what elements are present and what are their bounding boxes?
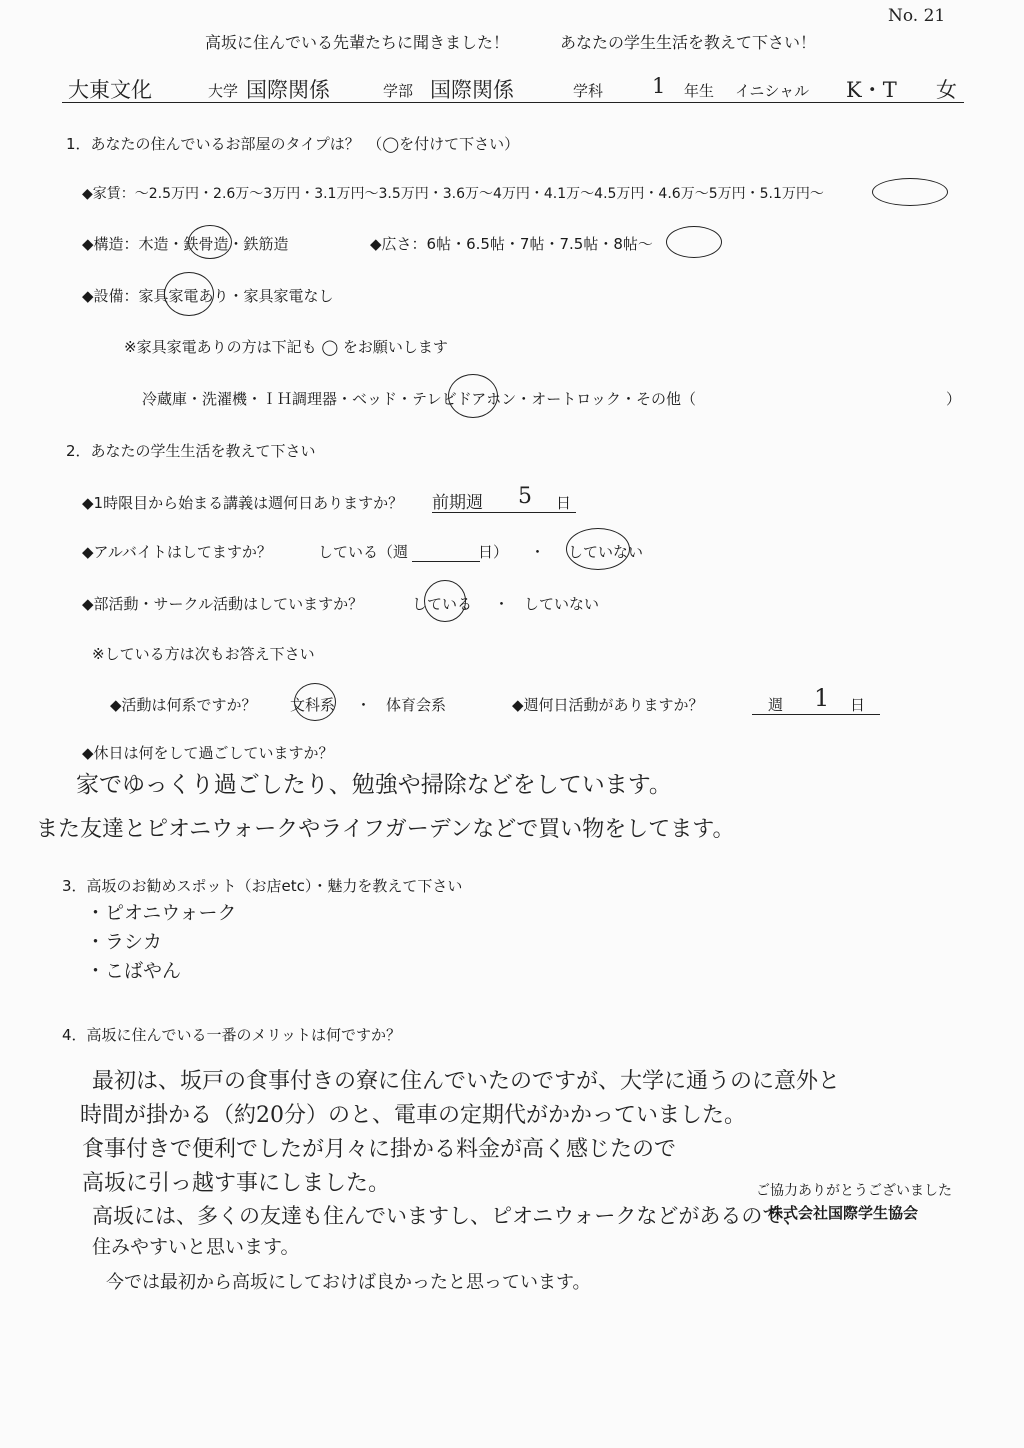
q3-item: ・ピオニウォーク [86, 902, 237, 924]
q2-parttime-yes-end: 日） [478, 543, 509, 561]
q2-club-days-value: 1 [814, 684, 830, 712]
q3-title: 3．高坂のお勧めスポット（お店etc）・魅力を教えて下さい [62, 877, 463, 895]
q1-structure: ◆構造：木造・鉄骨造・鉄筋造 [82, 235, 289, 253]
rent-selection-circle [872, 178, 948, 206]
q1-note: ※家具家電ありの方は下記も ◯ をお願いします [124, 338, 448, 356]
q4-title: 4．高坂に住んでいる一番のメリットは何ですか？ [62, 1026, 401, 1044]
parttime-days-blank [412, 561, 480, 562]
q2-parttime: ◆アルバイトはしてますか？ [82, 543, 272, 561]
size-selection-circle [666, 226, 722, 258]
profile-faculty-label: 学部 [383, 82, 414, 100]
q2-club-type-a: 文科系 [290, 696, 336, 714]
first-period-underline [432, 512, 576, 513]
q2-club-dot: ・ [494, 595, 510, 613]
parttime-selection-circle [566, 528, 630, 570]
structure-selection-circle [188, 225, 232, 259]
q1-rent: ◆家賃：～2.5万円・2.6万～3万円・3.1万円～3.5万円・3.6万～4万円・4.1万～4.5万円・4.6万～5万円・5.1万円～ [82, 186, 824, 202]
profile-gender: 女 [936, 78, 957, 102]
form-number: No. 21 [888, 6, 946, 26]
q1-equipment: ◆設備：家具家電あり・家具家電なし [82, 287, 334, 305]
q2-parttime-no: していない [568, 543, 644, 561]
footer-company: 株式会社国際学生協会 [768, 1204, 919, 1222]
q4-line: 時間が掛かる（約20分）のと、電車の定期代がかかっていました。 [80, 1103, 746, 1128]
q4-line: 高坂に引っ越す事にしました。 [82, 1171, 391, 1196]
q1-size: ◆広さ：6帖・6.5帖・7帖・7.5帖・8帖～ [370, 235, 653, 253]
q2-club: ◆部活動・サークル活動はしていますか？ [82, 595, 364, 613]
q2-first-period-unit: 日 [556, 494, 572, 512]
club-selection-circle [424, 580, 466, 622]
q2-club-days-week: 週 [768, 696, 784, 714]
profile-univ-label: 大学 [208, 82, 239, 100]
profile-initial: K・T [846, 78, 897, 102]
profile-year: 1 [652, 74, 666, 98]
profile-department: 国際関係 [430, 78, 514, 102]
q2-holiday-answer-2: また友達とピオニウォークやライフガーデンなどで買い物をしてます。 [36, 817, 735, 842]
profile-year-label: 年生 [684, 82, 715, 100]
q2-holiday-answer-1: 家でゆっくり過ごしたり、勉強や掃除などをしています。 [76, 772, 672, 798]
q3-item: ・こばやん [86, 960, 182, 982]
q4-line: 高坂には、多くの友達も住んでいますし、ピオニウォークなどがあるので、 [92, 1204, 804, 1228]
profile-university: 大東文化 [68, 78, 152, 102]
profile-initial-label: イニシャル [735, 82, 810, 100]
q2-club-no: していない [524, 595, 600, 613]
q2-first-period-answer: 前期週 [432, 493, 483, 513]
q2-parttime-dot: ・ [530, 543, 546, 561]
q4-line: 食事付きで便利でしたが月々に掛かる料金が高く感じたので [82, 1137, 677, 1162]
q2-first-period-days: 5 [518, 484, 532, 509]
q2-club-type-b: 体育会系 [386, 696, 447, 714]
q4-line: 最初は、坂戸の食事付きの寮に住んでいたのですが、大学に通うのに意外と [92, 1069, 841, 1094]
footer-thanks: ご協力ありがとうございました [756, 1183, 952, 1199]
q2-parttime-yes: している（週 [318, 543, 409, 561]
q4-line: 住みやすいと思います。 [92, 1236, 300, 1258]
q3-item: ・ラシカ [86, 931, 163, 953]
q2-title: 2．あなたの学生生活を教えて下さい [66, 442, 316, 460]
header-left: 高坂に住んでいる先輩たちに聞きました！ [205, 33, 510, 52]
equipment-selection-circle [164, 272, 214, 316]
q2-first-period: ◆1時限目から始まる講義は週何日ありますか？ [82, 494, 404, 512]
q2-holiday: ◆休日は何をして過ごしていますか？ [82, 744, 334, 762]
q2-club-type-dot: ・ [356, 696, 372, 714]
q1-appliances-close: ） [946, 390, 962, 408]
header-right: あなたの学生生活を教えて下さい！ [560, 33, 817, 52]
q2-club-yes: している [412, 595, 473, 613]
q2-club-days-unit: 日 [850, 696, 866, 714]
q2-club-days: ◆週何日活動がありますか？ [512, 696, 704, 714]
profile-dept-label: 学科 [573, 82, 604, 100]
club-type-selection-circle [294, 683, 336, 721]
q2-club-note: ※している方は次もお答え下さい [92, 645, 315, 663]
club-days-underline [752, 714, 880, 715]
q2-club-type: ◆活動は何系ですか？ [110, 696, 257, 714]
q1-title: 1．あなたの住んでいるお部屋のタイプは？ （◯を付けて下さい） [66, 135, 520, 153]
q1-appliances: 冷蔵庫・洗濯機・ＩＨ調理器・ベッド・テレビドアホン・オートロック・その他（ [142, 390, 696, 408]
profile-underline [62, 102, 964, 103]
appliance-selection-circle [448, 374, 498, 418]
profile-faculty: 国際関係 [246, 78, 330, 102]
q4-line: 今では最初から高坂にしておけば良かったと思っています。 [106, 1272, 591, 1293]
